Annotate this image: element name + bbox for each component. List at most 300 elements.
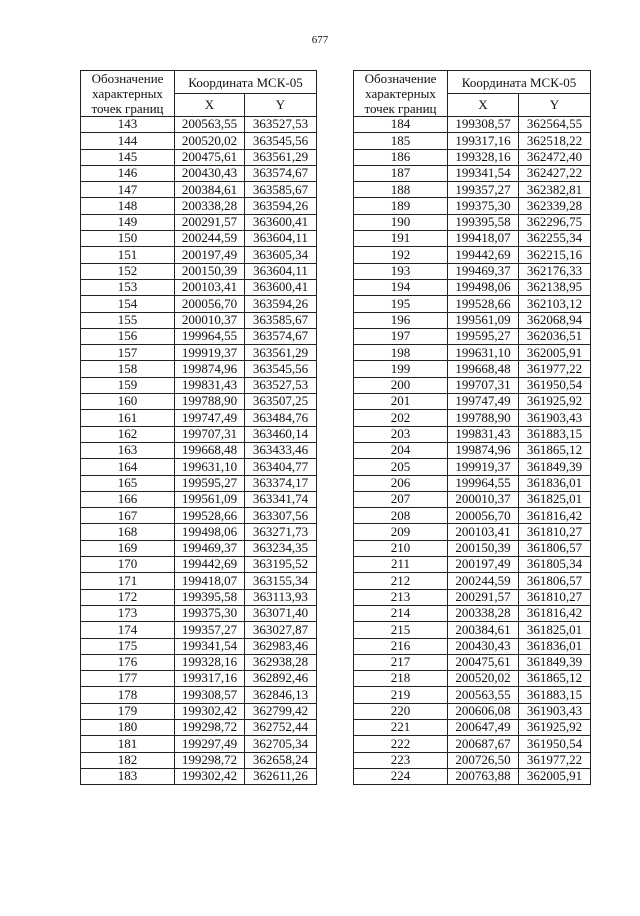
coord-y: 363071,40 <box>245 605 317 621</box>
coord-x: 199919,37 <box>448 459 519 475</box>
point-number: 168 <box>81 524 175 540</box>
coord-y: 363433,46 <box>245 442 317 458</box>
point-number: 221 <box>354 719 448 735</box>
table-row <box>354 736 591 752</box>
table-row <box>81 345 317 361</box>
coord-y: 363155,34 <box>245 573 317 589</box>
table-row <box>354 622 591 638</box>
coord-y: 363404,77 <box>245 459 317 475</box>
coord-x: 199498,06 <box>448 279 519 295</box>
point-number: 175 <box>81 638 175 654</box>
coord-x: 199631,10 <box>175 459 245 475</box>
point-number: 196 <box>354 312 448 328</box>
table-row <box>354 394 591 410</box>
coord-y: 363594,26 <box>245 296 317 312</box>
point-number: 164 <box>81 459 175 475</box>
point-number: 176 <box>81 654 175 670</box>
point-number: 153 <box>81 279 175 295</box>
coord-x: 199302,42 <box>175 768 245 784</box>
point-number: 161 <box>81 410 175 426</box>
coord-x: 199469,37 <box>448 263 519 279</box>
table-row <box>81 231 317 247</box>
table-row <box>81 768 317 784</box>
table-row <box>354 638 591 654</box>
table-row <box>354 719 591 735</box>
coord-y: 363574,67 <box>245 328 317 344</box>
point-number: 222 <box>354 736 448 752</box>
coord-y: 362518,22 <box>519 133 591 149</box>
table-row <box>354 671 591 687</box>
table-row <box>81 622 317 638</box>
table-row <box>81 508 317 524</box>
table-row <box>354 247 591 263</box>
point-number: 213 <box>354 589 448 605</box>
coord-x: 199631,10 <box>448 345 519 361</box>
point-number: 209 <box>354 524 448 540</box>
coord-x: 199874,96 <box>448 442 519 458</box>
coordinates-table-right <box>353 70 591 785</box>
coord-y: 361825,01 <box>519 622 591 638</box>
coord-y: 363271,73 <box>245 524 317 540</box>
coord-y: 363460,14 <box>245 426 317 442</box>
coord-x: 200563,55 <box>448 687 519 703</box>
coord-x: 199317,16 <box>448 133 519 149</box>
table-row <box>354 589 591 605</box>
table-row <box>81 736 317 752</box>
coord-y: 361865,12 <box>519 442 591 458</box>
table-row <box>354 296 591 312</box>
coord-y: 363585,67 <box>245 312 317 328</box>
coord-y: 361810,27 <box>519 589 591 605</box>
coord-x: 199595,27 <box>175 475 245 491</box>
coord-y: 363545,56 <box>245 133 317 149</box>
table-row <box>81 263 317 279</box>
coord-x: 199919,37 <box>175 345 245 361</box>
header-y: Y <box>519 94 591 117</box>
coord-y: 361903,43 <box>519 410 591 426</box>
point-number: 157 <box>81 345 175 361</box>
point-number: 219 <box>354 687 448 703</box>
page-number: 677 <box>311 34 329 46</box>
point-number: 160 <box>81 394 175 410</box>
coord-x: 200338,28 <box>175 198 245 214</box>
point-number: 215 <box>354 622 448 638</box>
coord-y: 363234,35 <box>245 540 317 556</box>
coord-x: 199831,43 <box>448 426 519 442</box>
header-coordinate-system: Координата МСК-05 <box>448 71 591 94</box>
coord-y: 362005,91 <box>519 345 591 361</box>
point-number: 218 <box>354 671 448 687</box>
coord-y: 363561,29 <box>245 345 317 361</box>
coord-x: 200244,59 <box>175 231 245 247</box>
header-x: X <box>448 94 519 117</box>
coord-y: 362752,44 <box>245 719 317 735</box>
coord-x: 200430,43 <box>175 165 245 181</box>
table-row <box>81 394 317 410</box>
coord-y: 363604,11 <box>245 263 317 279</box>
coord-y: 362938,28 <box>245 654 317 670</box>
table-row <box>354 605 591 621</box>
coord-x: 199341,54 <box>448 165 519 181</box>
coord-x: 200150,39 <box>448 540 519 556</box>
coord-y: 362846,13 <box>245 687 317 703</box>
coord-x: 199357,27 <box>175 622 245 638</box>
coord-y: 362036,51 <box>519 328 591 344</box>
point-number: 184 <box>354 117 448 133</box>
coord-y: 361883,15 <box>519 426 591 442</box>
coord-x: 199357,27 <box>448 182 519 198</box>
table-row <box>354 768 591 784</box>
point-number: 179 <box>81 703 175 719</box>
point-number: 224 <box>354 768 448 784</box>
coord-x: 199964,55 <box>175 328 245 344</box>
point-number: 201 <box>354 394 448 410</box>
point-number: 192 <box>354 247 448 263</box>
coord-x: 199375,30 <box>448 198 519 214</box>
coord-y: 361950,54 <box>519 736 591 752</box>
point-number: 198 <box>354 345 448 361</box>
point-number: 170 <box>81 557 175 573</box>
coord-y: 362472,40 <box>519 149 591 165</box>
coord-x: 200103,41 <box>448 524 519 540</box>
coord-y: 363574,67 <box>245 165 317 181</box>
point-number: 145 <box>81 149 175 165</box>
table-row <box>354 459 591 475</box>
point-number: 191 <box>354 231 448 247</box>
header-x: X <box>175 94 245 117</box>
table-row <box>354 279 591 295</box>
coord-y: 361883,15 <box>519 687 591 703</box>
point-number: 207 <box>354 491 448 507</box>
table-row <box>81 524 317 540</box>
table-row <box>354 182 591 198</box>
table-row <box>354 165 591 181</box>
point-number: 211 <box>354 557 448 573</box>
point-number: 187 <box>354 165 448 181</box>
table-row <box>354 426 591 442</box>
coord-x: 200010,37 <box>175 312 245 328</box>
coord-x: 199668,48 <box>175 442 245 458</box>
table-row <box>354 410 591 426</box>
coord-x: 200430,43 <box>448 638 519 654</box>
table-row <box>354 198 591 214</box>
point-number: 149 <box>81 214 175 230</box>
coord-x: 200726,50 <box>448 752 519 768</box>
point-number: 143 <box>81 117 175 133</box>
header-point-designation: Обозначение характерных точек границ <box>81 71 175 117</box>
coord-y: 361806,57 <box>519 573 591 589</box>
coord-x: 200056,70 <box>175 296 245 312</box>
coord-y: 363561,29 <box>245 149 317 165</box>
table-row <box>81 133 317 149</box>
coord-y: 361810,27 <box>519 524 591 540</box>
coord-y: 362296,75 <box>519 214 591 230</box>
table-row <box>354 524 591 540</box>
coord-y: 363113,93 <box>245 589 317 605</box>
table-row <box>81 361 317 377</box>
table-row <box>81 117 317 133</box>
header-point-designation: Обозначение характерных точек границ <box>354 71 448 117</box>
coord-x: 200384,61 <box>448 622 519 638</box>
table-row <box>81 296 317 312</box>
point-number: 223 <box>354 752 448 768</box>
table-row <box>354 133 591 149</box>
coord-y: 362611,26 <box>245 768 317 784</box>
table-row <box>81 442 317 458</box>
point-number: 177 <box>81 671 175 687</box>
coord-x: 199595,27 <box>448 328 519 344</box>
coord-x: 200763,88 <box>448 768 519 784</box>
coord-y: 362103,12 <box>519 296 591 312</box>
point-number: 186 <box>354 149 448 165</box>
table-row <box>354 508 591 524</box>
table-row <box>354 328 591 344</box>
point-number: 158 <box>81 361 175 377</box>
coord-x: 200150,39 <box>175 263 245 279</box>
table-row <box>81 540 317 556</box>
point-number: 199 <box>354 361 448 377</box>
table-row <box>354 752 591 768</box>
coord-y: 363507,25 <box>245 394 317 410</box>
coord-x: 200384,61 <box>175 182 245 198</box>
coord-y: 363484,76 <box>245 410 317 426</box>
table-row <box>354 491 591 507</box>
table-row <box>81 410 317 426</box>
coord-y: 362255,34 <box>519 231 591 247</box>
point-number: 212 <box>354 573 448 589</box>
point-number: 195 <box>354 296 448 312</box>
point-number: 200 <box>354 377 448 393</box>
point-number: 156 <box>81 328 175 344</box>
table-row <box>354 361 591 377</box>
table-row <box>81 719 317 735</box>
table-row <box>81 198 317 214</box>
coord-x: 199747,49 <box>175 410 245 426</box>
coord-x: 200291,57 <box>175 214 245 230</box>
coord-y: 363585,67 <box>245 182 317 198</box>
point-number: 147 <box>81 182 175 198</box>
coord-x: 200520,02 <box>175 133 245 149</box>
coord-x: 199308,57 <box>175 687 245 703</box>
point-number: 220 <box>354 703 448 719</box>
table-row <box>81 654 317 670</box>
table-row <box>81 491 317 507</box>
coord-y: 361836,01 <box>519 638 591 654</box>
coord-x: 200606,08 <box>448 703 519 719</box>
coordinates-table-left <box>80 70 317 785</box>
coord-x: 200563,55 <box>175 117 245 133</box>
coord-x: 199395,58 <box>175 589 245 605</box>
table-row <box>81 703 317 719</box>
table-row <box>81 475 317 491</box>
coord-y: 363545,56 <box>245 361 317 377</box>
coord-y: 361977,22 <box>519 752 591 768</box>
table-row <box>354 263 591 279</box>
table-row <box>81 247 317 263</box>
table-row <box>81 638 317 654</box>
coord-x: 200647,49 <box>448 719 519 735</box>
coord-y: 361925,92 <box>519 394 591 410</box>
table-row <box>354 117 591 133</box>
coord-y: 362705,34 <box>245 736 317 752</box>
coord-x: 199297,49 <box>175 736 245 752</box>
table-row <box>81 328 317 344</box>
point-number: 150 <box>81 231 175 247</box>
coord-y: 362382,81 <box>519 182 591 198</box>
coord-x: 199528,66 <box>175 508 245 524</box>
coord-x: 199747,49 <box>448 394 519 410</box>
coord-x: 199469,37 <box>175 540 245 556</box>
table-row <box>81 459 317 475</box>
point-number: 216 <box>354 638 448 654</box>
coord-x: 199298,72 <box>175 752 245 768</box>
coord-y: 361925,92 <box>519 719 591 735</box>
coord-x: 199308,57 <box>448 117 519 133</box>
point-number: 188 <box>354 182 448 198</box>
coord-y: 361816,42 <box>519 605 591 621</box>
coord-y: 362005,91 <box>519 768 591 784</box>
coord-y: 362658,24 <box>245 752 317 768</box>
point-number: 163 <box>81 442 175 458</box>
coord-x: 200687,67 <box>448 736 519 752</box>
point-number: 181 <box>81 736 175 752</box>
point-number: 172 <box>81 589 175 605</box>
coord-x: 199317,16 <box>175 671 245 687</box>
coord-x: 199498,06 <box>175 524 245 540</box>
point-number: 182 <box>81 752 175 768</box>
point-number: 166 <box>81 491 175 507</box>
coord-x: 199418,07 <box>448 231 519 247</box>
point-number: 206 <box>354 475 448 491</box>
table-row <box>81 214 317 230</box>
table-row <box>354 557 591 573</box>
table-row <box>354 442 591 458</box>
point-number: 208 <box>354 508 448 524</box>
table-row <box>81 149 317 165</box>
coord-x: 199528,66 <box>448 296 519 312</box>
table-row <box>81 687 317 703</box>
coord-y: 362564,55 <box>519 117 591 133</box>
coord-x: 199341,54 <box>175 638 245 654</box>
coord-y: 361805,34 <box>519 557 591 573</box>
table-row <box>354 654 591 670</box>
point-number: 193 <box>354 263 448 279</box>
coord-y: 361865,12 <box>519 671 591 687</box>
table-row <box>81 752 317 768</box>
coord-x: 199561,09 <box>175 491 245 507</box>
coord-x: 200056,70 <box>448 508 519 524</box>
coord-y: 363600,41 <box>245 279 317 295</box>
coord-y: 361950,54 <box>519 377 591 393</box>
point-number: 205 <box>354 459 448 475</box>
coord-x: 199328,16 <box>175 654 245 670</box>
coord-x: 199395,58 <box>448 214 519 230</box>
point-number: 189 <box>354 198 448 214</box>
coord-x: 200475,61 <box>448 654 519 670</box>
point-number: 167 <box>81 508 175 524</box>
table-row <box>81 671 317 687</box>
point-number: 165 <box>81 475 175 491</box>
table-row <box>354 231 591 247</box>
point-number: 190 <box>354 214 448 230</box>
table-row <box>354 149 591 165</box>
coord-y: 362799,42 <box>245 703 317 719</box>
coord-x: 200010,37 <box>448 491 519 507</box>
coord-y: 361816,42 <box>519 508 591 524</box>
point-number: 173 <box>81 605 175 621</box>
point-number: 155 <box>81 312 175 328</box>
point-number: 180 <box>81 719 175 735</box>
coord-y: 363027,87 <box>245 622 317 638</box>
table-row <box>354 312 591 328</box>
table-row <box>354 540 591 556</box>
coord-y: 363195,52 <box>245 557 317 573</box>
coord-x: 200197,49 <box>448 557 519 573</box>
coord-y: 363604,11 <box>245 231 317 247</box>
point-number: 152 <box>81 263 175 279</box>
coord-x: 199831,43 <box>175 377 245 393</box>
coord-x: 200338,28 <box>448 605 519 621</box>
coord-x: 200197,49 <box>175 247 245 263</box>
coord-y: 363307,56 <box>245 508 317 524</box>
point-number: 148 <box>81 198 175 214</box>
coord-x: 199707,31 <box>175 426 245 442</box>
point-number: 210 <box>354 540 448 556</box>
point-number: 194 <box>354 279 448 295</box>
coord-x: 199418,07 <box>175 573 245 589</box>
point-number: 202 <box>354 410 448 426</box>
coord-y: 363341,74 <box>245 491 317 507</box>
coord-x: 199788,90 <box>175 394 245 410</box>
coord-y: 361903,43 <box>519 703 591 719</box>
coord-y: 361849,39 <box>519 459 591 475</box>
table-row <box>81 557 317 573</box>
coord-y: 363527,53 <box>245 117 317 133</box>
table-row <box>81 605 317 621</box>
coord-x: 199668,48 <box>448 361 519 377</box>
coord-x: 199788,90 <box>448 410 519 426</box>
table-row <box>81 426 317 442</box>
table-row <box>81 573 317 589</box>
coord-y: 363600,41 <box>245 214 317 230</box>
coord-y: 363374,17 <box>245 475 317 491</box>
point-number: 174 <box>81 622 175 638</box>
coord-x: 199442,69 <box>175 557 245 573</box>
table-row <box>354 475 591 491</box>
point-number: 154 <box>81 296 175 312</box>
table-row <box>81 165 317 181</box>
coord-x: 200291,57 <box>448 589 519 605</box>
header-y: Y <box>245 94 317 117</box>
coord-x: 199561,09 <box>448 312 519 328</box>
table-row <box>81 182 317 198</box>
point-number: 178 <box>81 687 175 703</box>
coord-x: 200244,59 <box>448 573 519 589</box>
table-row <box>81 279 317 295</box>
coord-y: 361977,22 <box>519 361 591 377</box>
coord-x: 199298,72 <box>175 719 245 735</box>
coord-y: 361836,01 <box>519 475 591 491</box>
coord-y: 362176,33 <box>519 263 591 279</box>
point-number: 144 <box>81 133 175 149</box>
table-row <box>354 345 591 361</box>
coord-x: 199375,30 <box>175 605 245 621</box>
coord-y: 363605,34 <box>245 247 317 263</box>
point-number: 183 <box>81 768 175 784</box>
point-number: 162 <box>81 426 175 442</box>
point-number: 214 <box>354 605 448 621</box>
coord-y: 361849,39 <box>519 654 591 670</box>
